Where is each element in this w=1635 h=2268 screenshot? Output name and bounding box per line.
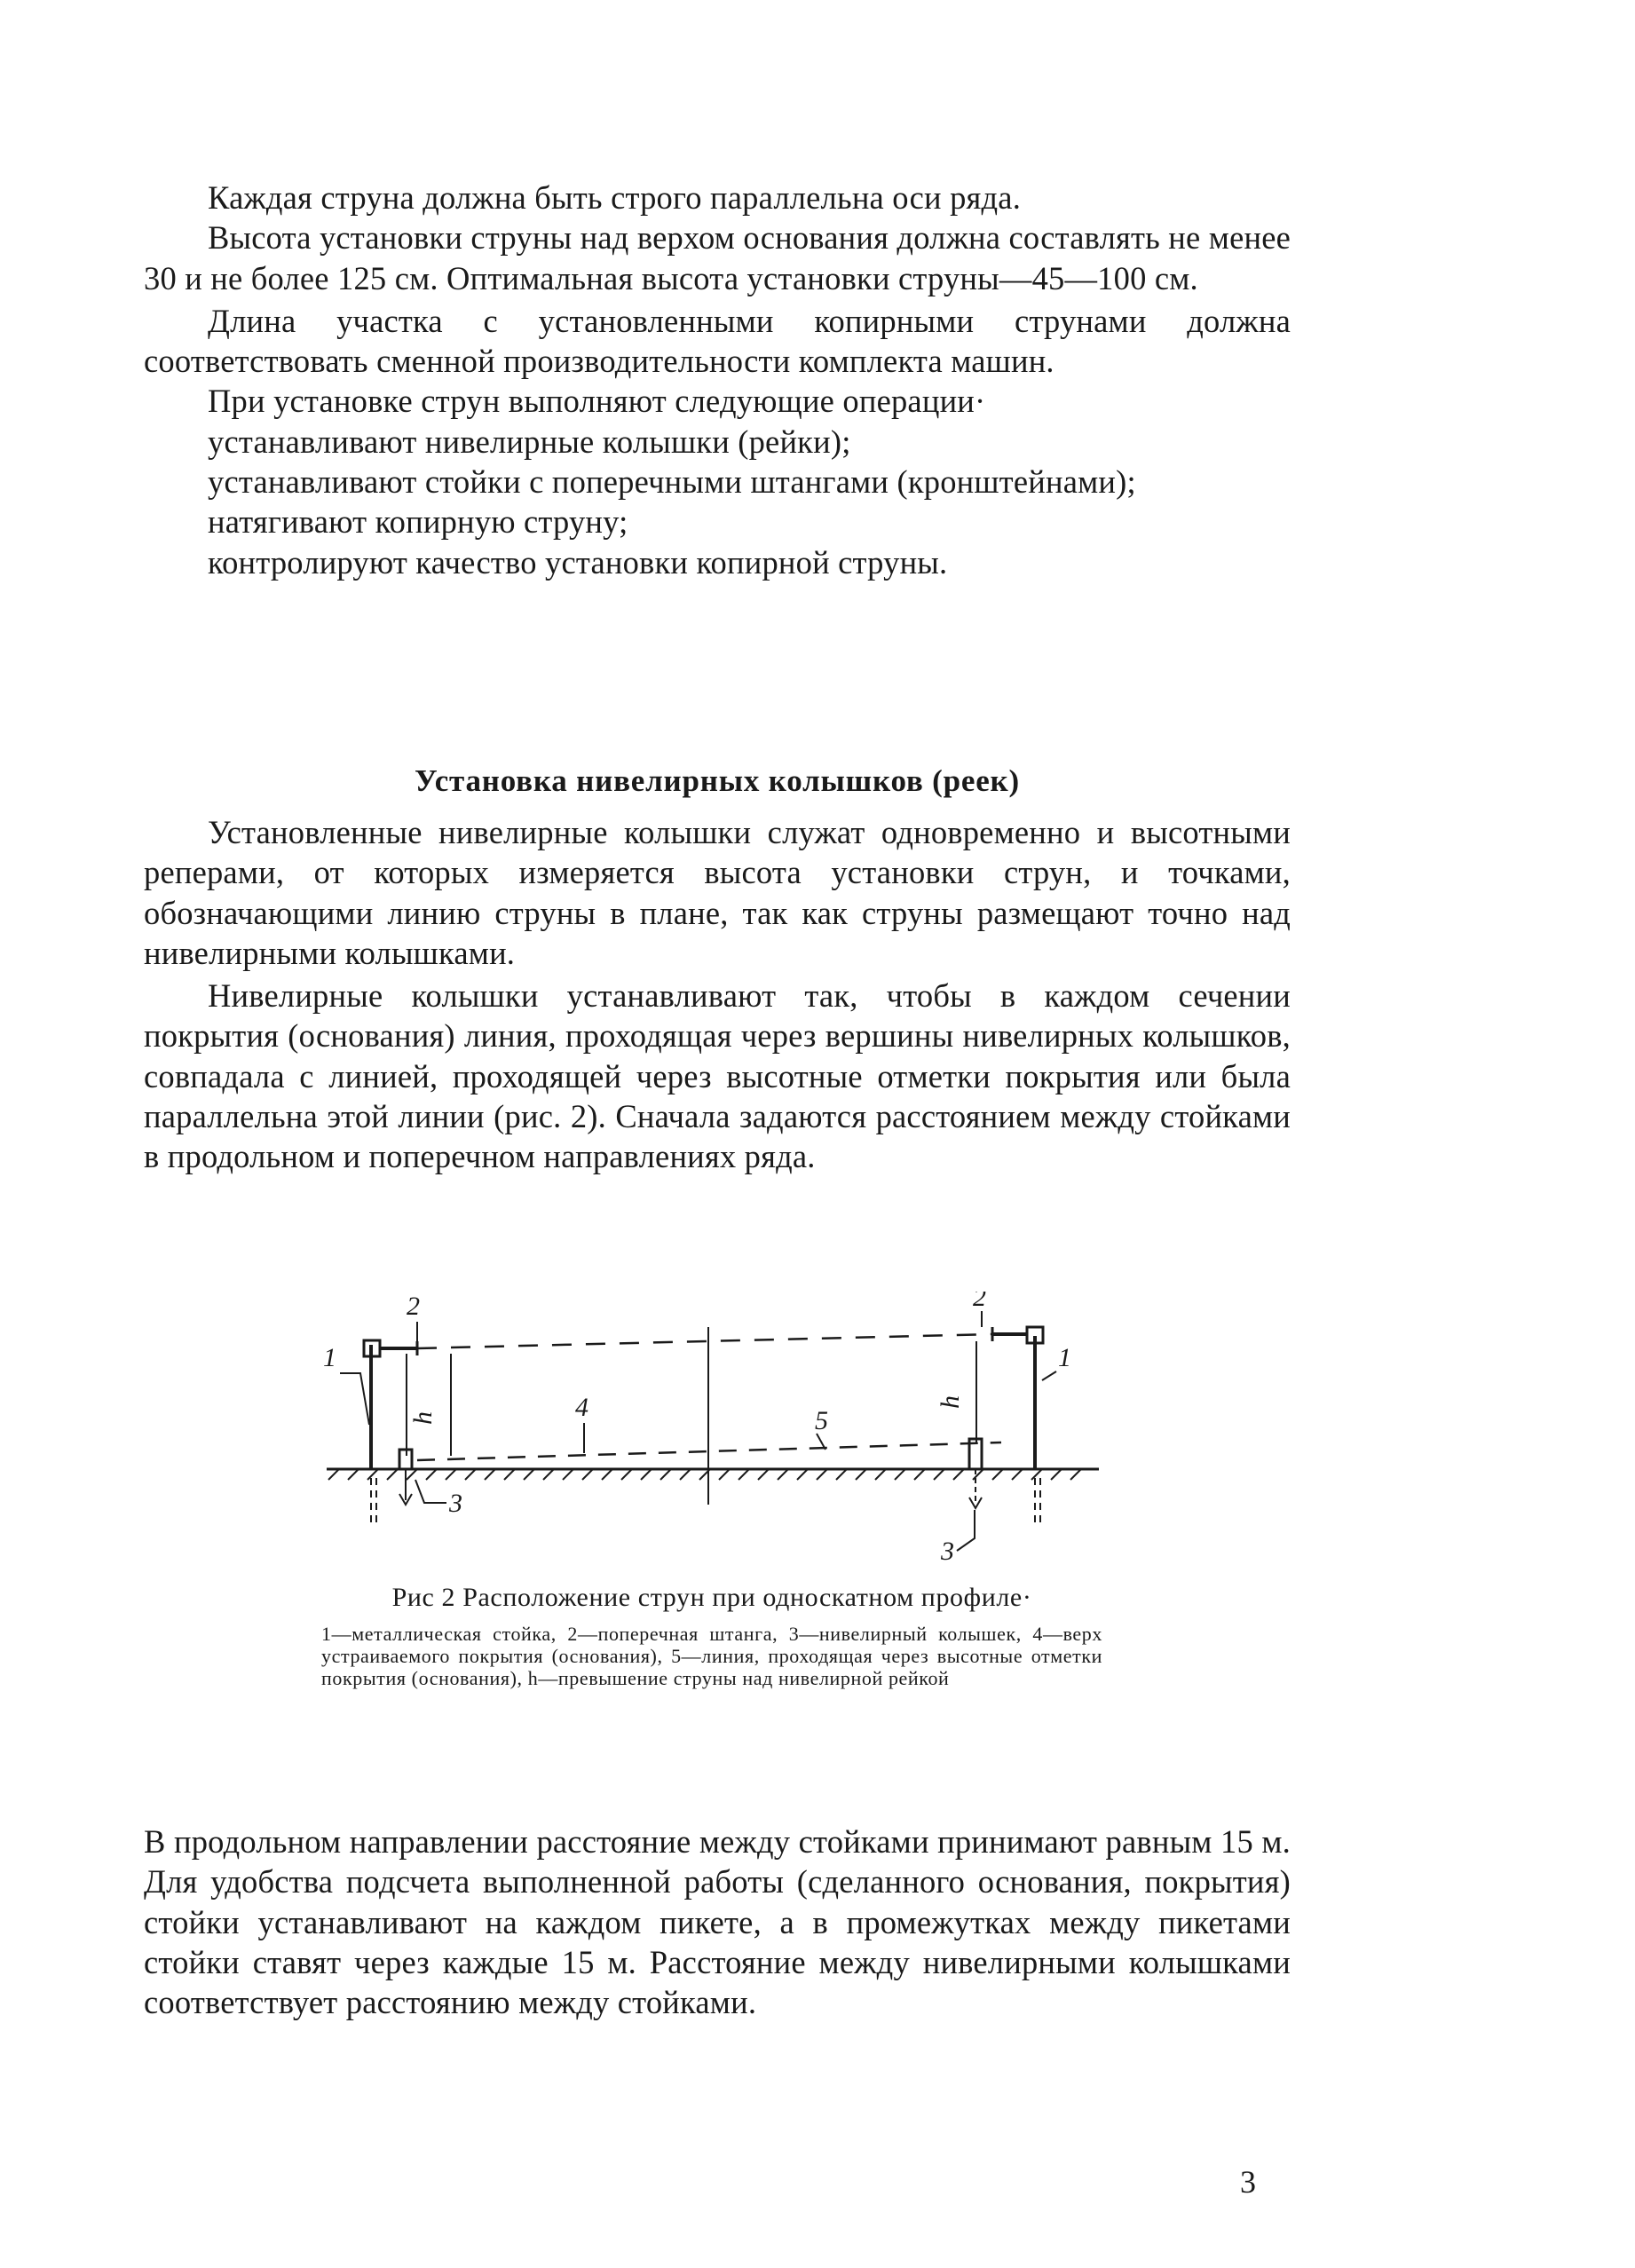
fig-label: 2 bbox=[407, 1292, 420, 1321]
bottom-text-block bbox=[144, 1822, 1291, 2022]
left-cross-bar bbox=[380, 1341, 417, 1355]
paragraph: Установленные нивелирные колышки служат одновременно и высотными реперами, от которых измеряется высота установки струн, и точками, обозначающими линию струны в плане, так как струны размещают точно над нивелирными колышками. bbox=[144, 814, 1291, 971]
label-leaders bbox=[340, 1311, 1056, 1551]
left-metal-stand bbox=[364, 1340, 380, 1527]
paragraph: Нивелирные колышки устанавливают так, чтобы в каждом сечении покрытия (основания) линия, проходящая через вершины нивелирных колышков, совпадала с линией, проходящей через высотные отметки покрытия или была параллельна этой линии (рис. 2). Сначала задаются расстоянием между стойками в продольном и поперечном направлениях ряда. bbox=[144, 977, 1291, 1175]
section-heading: Установка нивелирных колышков (реек) bbox=[415, 763, 1020, 798]
caption-legend: 1—металлическая стойка, 2—поперечная штанга, 3—нивелирный колышек, 4—верх устраиваемого покрытия (основания), 5—линия, проходящая через высотные отметки покрытия (основания), h—превышение струны над нивелирной рейкой bbox=[321, 1623, 1102, 1689]
paragraph: При установке струн выполняют следующие операции· bbox=[208, 383, 986, 420]
list-item: устанавливают стойки с поперечными штангами (кронштейнами); bbox=[208, 463, 1136, 501]
list-item: устанавливают нивелирные колышки (рейки); bbox=[208, 423, 851, 460]
fig-label: 3 bbox=[941, 1537, 954, 1566]
figure-caption bbox=[321, 1582, 1102, 1689]
paragraph: Высота установки струны над верхом основания должна составлять не менее 30 и не более 125 см. Оптимальная высота установки струны—45—100 см. bbox=[144, 219, 1291, 296]
fig-label: 1 bbox=[1058, 1343, 1071, 1372]
string-layout-diagram bbox=[318, 1292, 1117, 1567]
middle-text-block bbox=[144, 812, 1291, 1177]
copy-string-line bbox=[417, 1334, 992, 1348]
paragraph: Длина участка с установленными копирными струнами должна соответствовать сменной производительности комплекта машин. bbox=[144, 302, 1291, 380]
fig-label: 3 bbox=[449, 1489, 462, 1518]
left-height-dimension bbox=[407, 1354, 451, 1456]
ground-hatching bbox=[328, 1469, 1081, 1480]
fig-label: 1 bbox=[323, 1343, 336, 1372]
fig-label: 4 bbox=[575, 1393, 588, 1422]
figure-string-layout bbox=[318, 1292, 1117, 1567]
right-cross-bar bbox=[992, 1327, 1028, 1341]
list-item: контролируют качество установки копирной струны. bbox=[208, 543, 948, 581]
fig-label: 5 bbox=[815, 1406, 828, 1435]
page-number: 3 bbox=[1240, 2164, 1256, 2200]
paragraph: В продольном направлении расстояние между стойками принимают равным 15 м. Для удобства подсчета выполненной работы (сделанного основания, покрытия) стойки устанавливают на каждом пикете, а в промежутках между пикетами стойки ставят через каждые 15 м. Расстояние между нивелирными колышками соответствует расстоянию между стойками. bbox=[144, 1823, 1291, 2021]
right-metal-stand bbox=[1027, 1327, 1043, 1527]
fig-label: h bbox=[408, 1411, 438, 1425]
fig-label: h bbox=[936, 1395, 965, 1409]
caption-title: Рис 2 Расположение струн при односкатном профиле· bbox=[391, 1583, 1032, 1612]
list-item: натягивают копирную струну; bbox=[208, 503, 628, 541]
paragraph: Каждая струна должна быть строго параллельна оси ряда. bbox=[208, 179, 1022, 216]
fig-label: 2 bbox=[973, 1292, 986, 1312]
top-text-block bbox=[144, 178, 1291, 582]
